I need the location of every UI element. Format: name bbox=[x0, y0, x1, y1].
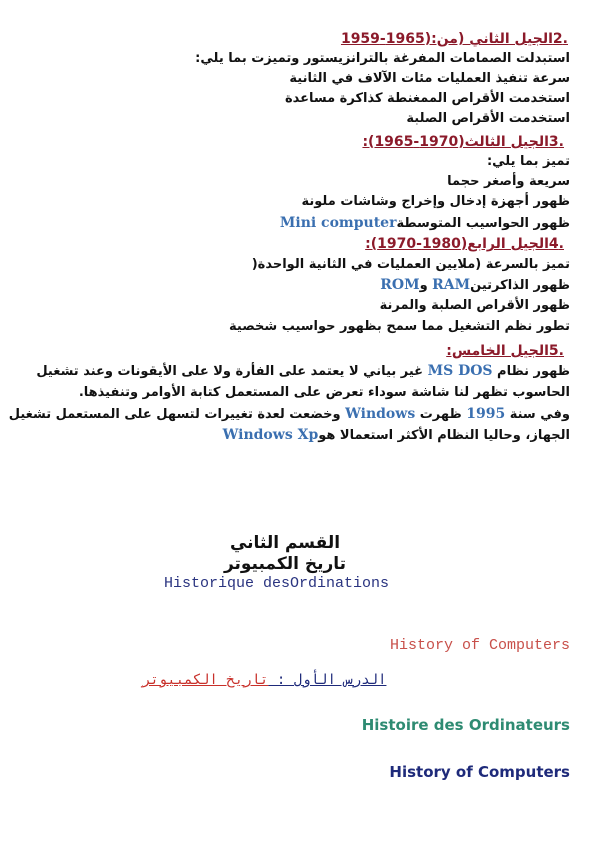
gen3-line: ظهور أجهزة إدخال وإخراج وشاشات ملونة bbox=[301, 194, 570, 209]
text: ظهرت bbox=[415, 407, 467, 422]
text: وفي سنة bbox=[505, 407, 570, 422]
gen3-line: سريعة وأصغر حجما bbox=[447, 174, 570, 189]
gen2-heading: .2الجيل الثاني (من:(1965-1959 bbox=[340, 31, 568, 47]
text: وخضعت لعدة تغييرات لتسهل على المستعمل تشغيل bbox=[8, 407, 346, 422]
ram-term: RAM bbox=[432, 277, 471, 293]
lesson-label: الدرس الأول : bbox=[268, 672, 387, 688]
lesson-english-red: History of Computers bbox=[389, 637, 570, 654]
gen3-heading: .3الجيل الثالث(1970-1965): bbox=[362, 134, 564, 150]
rom-term: ROM bbox=[380, 277, 420, 293]
gen4-line: ظهور الأقراص الصلبة والمرنة bbox=[379, 298, 570, 313]
gen2-line: استخدمت الأقراص الصلبة bbox=[406, 111, 570, 126]
gen5-para-line bbox=[8, 405, 570, 424]
text: الجهاز، وحاليا النظام الأكثر استعمالا هو bbox=[318, 428, 570, 443]
gen5-para-line bbox=[223, 426, 570, 445]
gen3-line: تميز بما يلي: bbox=[486, 154, 570, 169]
gen4-memory-line bbox=[380, 276, 570, 295]
gen2-line: استبدلت الصمامات المفرغة بالترانزيستور وتميزت بما يلي: bbox=[195, 51, 570, 66]
gen5-para-line: الحاسوب تظهر لنا شاشة سوداء تعرض على المستعمل كتابة الأوامر وتنفيذها. bbox=[78, 385, 570, 400]
gen3-mini-prefix: ظهور الحواسيب المتوسطة bbox=[396, 216, 570, 231]
lesson-french: Histoire des Ordinateurs bbox=[361, 716, 570, 734]
gen3-mini-line bbox=[280, 214, 570, 233]
ms-dos-term: MS DOS bbox=[427, 363, 493, 379]
gen4-speed: تميز بالسرعة (ملايين العمليات في الثانية الواحدة( bbox=[251, 257, 570, 272]
and-word: و bbox=[419, 278, 433, 293]
section-french-title: Historique desOrdinations bbox=[164, 575, 390, 592]
gen5-para-line bbox=[36, 362, 570, 381]
mini-computer-term: Mini computer bbox=[279, 215, 397, 231]
text: غير بياني لا يعتمد على الفأرة ولا على الأيقونات وعند تشغيل bbox=[36, 364, 428, 379]
windows-xp-term: Windows Xp bbox=[222, 427, 319, 443]
text: ظهور نظام bbox=[492, 364, 570, 379]
year-term: 1995 bbox=[466, 406, 506, 422]
section-subtitle: تاريخ الكمبيوتر bbox=[223, 554, 347, 574]
gen2-line: سرعة تنفيذ العمليات مئات الآلاف في الثانية bbox=[289, 71, 570, 86]
gen4-line: تطور نظم التشغيل مما سمح بظهور حواسيب شخصية bbox=[229, 319, 570, 334]
gen4-mem-prefix: ظهور الذاكرتين bbox=[470, 278, 570, 293]
lesson-title: تاريخ الكمبيوتر bbox=[142, 672, 269, 688]
gen2-line: استخدمت الأقراص الممغنطة كذاكرة مساعدة bbox=[284, 91, 570, 106]
section-title: القسم الثاني bbox=[229, 533, 341, 553]
lesson-arabic-title bbox=[142, 672, 452, 688]
windows-term: Windows bbox=[345, 406, 416, 422]
gen5-heading: .5الجيل الخامس: bbox=[446, 343, 564, 359]
gen4-heading: .4الجيل الرابع(1980-1970): bbox=[365, 236, 564, 252]
lesson-english-navy: History of Computers bbox=[389, 763, 570, 781]
